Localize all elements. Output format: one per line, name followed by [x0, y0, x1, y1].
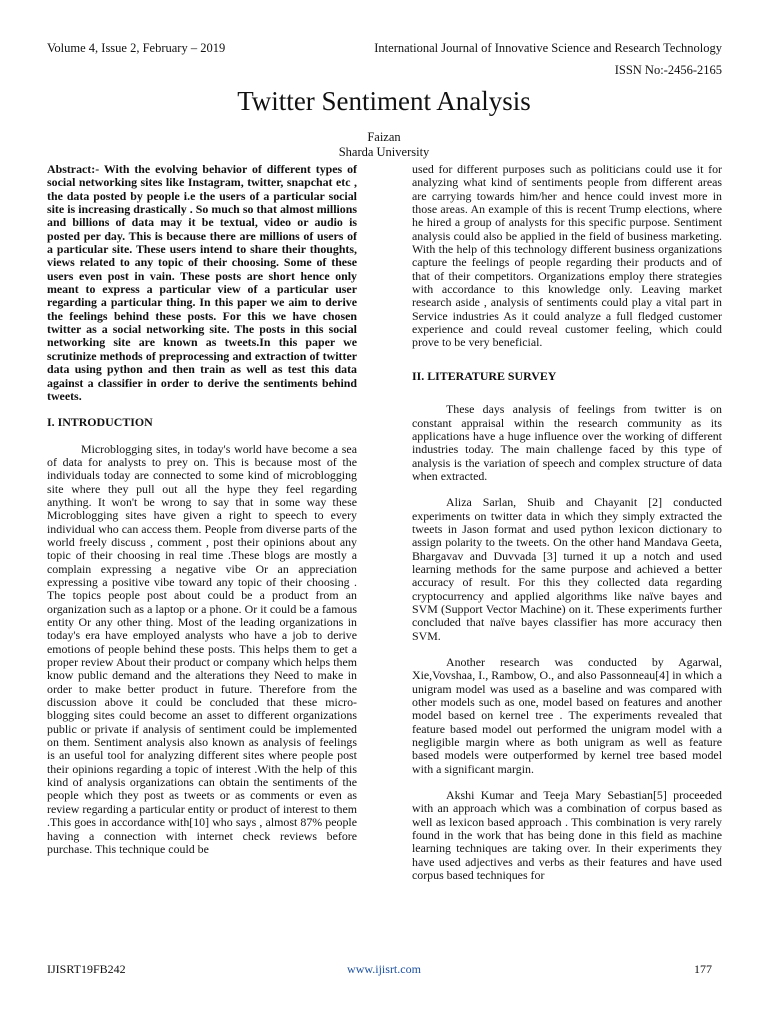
journal-name: International Journal of Innovative Science and Research Technology [374, 41, 722, 55]
introduction-continuation: used for different purposes such as politicians could use it for analyzing what kind of sentiments people from different areas are carrying towards him/her and hence could invest more in those areas. An example of this is recent Trump elections, where he hired a group of analysts for this specific purpose. Sentiment analysis could also be applied in the field of business marketing. With the help of this technology different business organizations capture the feelings of people regarding their products and of that of their competitors. Organizations employ there strategies with accordance to this knowledge only. Leaving market research aside , analysis of sentiments could play a vital part in Service industries As it could analyze a full fledged customer experience and could reveal customer feeling, which could prove to be very beneficial. [412, 162, 722, 350]
paper-title: Twitter Sentiment Analysis [237, 86, 531, 116]
section-heading-literature-survey: II. LITERATURE SURVEY [412, 368, 557, 383]
literature-paragraph-1: These days analysis of feelings from twitter is on constant appraisal within the research community as its applications have a huge influence over the working of different industries today. The main challenge faced by this type of analysis is the variation of speech and complex structure of data when extracted. [412, 402, 722, 483]
introduction-paragraph: Microblogging sites, in today's world have become a sea of data for analysts to prey on. This is because most of the individuals today are connected to some kind of microblogging site where they pull out all the hype they feel regarding anything. It won't be wrong to say that in some way these Microblogging sites have given a right to speech to every individual who can access them. People from diverse parts of the world freely discuss , comment , post their opinions about any topic of their choosing in real time .These blogs are mostly a complain expressing a negative vibe Or an appreciation expressing a positive vibe toward any topic of their choosing . The topics people post about could be a product from an organization such as a laptop or a phone. Or it could be a famous entity Or any other thing. Most of the leading organizations in today's era have employed analysts who have a job to derive emotions of people behind these posts. This helps them to get a proper review About their product or company which helps them know public demand and the alterations they Need to make in order to make better product in future. Therefore from the discussion above it could be concluded that these micro-blogging sites could become an asset to different organizations public or private if analysis of sentiment could be implemented on them. Sentiment analysis also known as analysis of feelings is an useful tool for analyzing different sites where people post their opinions regarding a topic of interest .With the help of this kind of analysis organizations can obtain the sentiments of the people which they post as tweets or as comments or even as review regarding a particular entity or product of interest to them .This goes in accordance with[10] who says , almost 87% people having a connection with internet check reviews before purchase. This technique could be [47, 441, 357, 856]
author-block [0, 130, 768, 160]
literature-paragraph-3: Another research was conducted by Agarwal, Xie,Vovshaa, I., Rambow, O., and also Passonneau[4] in which a unigram model was used as a baseline and was compared with other models such as one, model based on features and another model based on kernel tree . The experiments revealed that feature based model out performed the unigram model with a negligible margin where as both unigram as well as feature based models were outperformed by kernel tree based model with a significant margin. [412, 655, 722, 776]
journal-issn: ISSN No:-2456-2165 [614, 63, 722, 77]
author-name: Faizan [367, 130, 401, 144]
abstract: Abstract:- With the evolving behavior of different types of social networking sites like Instagram, twitter, snapchat etc , the data posted by people i.e the users of a particular social site is increasing drastically . So much so that almost millions and billions of data may it be textual, video or audio is posted per day. This is because there are millions of users of a particular site. These users intend to share their thoughts, views related to any topic of their choosing. Some of these users even post in vain. These posts are short hence only meant to express a particular view of a particular user regarding a particular thing. In this paper we aim to derive the feelings behind these posts. For this we have chosen twitter as a social networking site. The posts in this social networking site are known as tweets.In this paper we scrutinize methods of preprocessing and extraction of twitter data using python and then train as well as test this data against a classifier in order to derive the sentiments behind tweets. [47, 162, 357, 403]
section-heading-introduction: I. INTRODUCTION [47, 415, 153, 430]
journal-volume: Volume 4, Issue 2, February – 2019 [47, 41, 226, 55]
footer-website-link[interactable]: www.ijisrt.com [347, 962, 421, 976]
literature-paragraph-2: Aliza Sarlan, Shuib and Chayanit [2] conducted experiments on twitter data in which they simply extracted the tweets in Jason format and used python lexicon dictionary to assign polarity to the tweets. On the other hand Mandava Geeta, Bhargavav and Duvvada [3] turned it up a notch and used learning methods for the same purpose and achieved a better accuracy of result. For this they collected data regarding cryptocurrency and applied algorithms like naïve bayes and SVM (Support Vector Machine) on it. These experiments further concluded that naïve bayes classifier has more accuracy then SVM. [412, 495, 722, 643]
left-column [47, 163, 357, 856]
right-column [412, 163, 722, 883]
author-affiliation: Sharda University [338, 145, 430, 159]
literature-paragraph-4: Akshi Kumar and Teeja Mary Sebastian[5] proceeded with an approach which was a combination of corpus based as well as lexicon based approach . This combination is very rarely found in the work that has being done in this field as machine learning techniques are taking over. In their experiments they have used adjectives and verbs as their features and have used corpus based techniques for [412, 788, 722, 883]
footer-page-number: 177 [694, 962, 712, 976]
footer-paper-id: IJISRT19FB242 [47, 962, 126, 976]
